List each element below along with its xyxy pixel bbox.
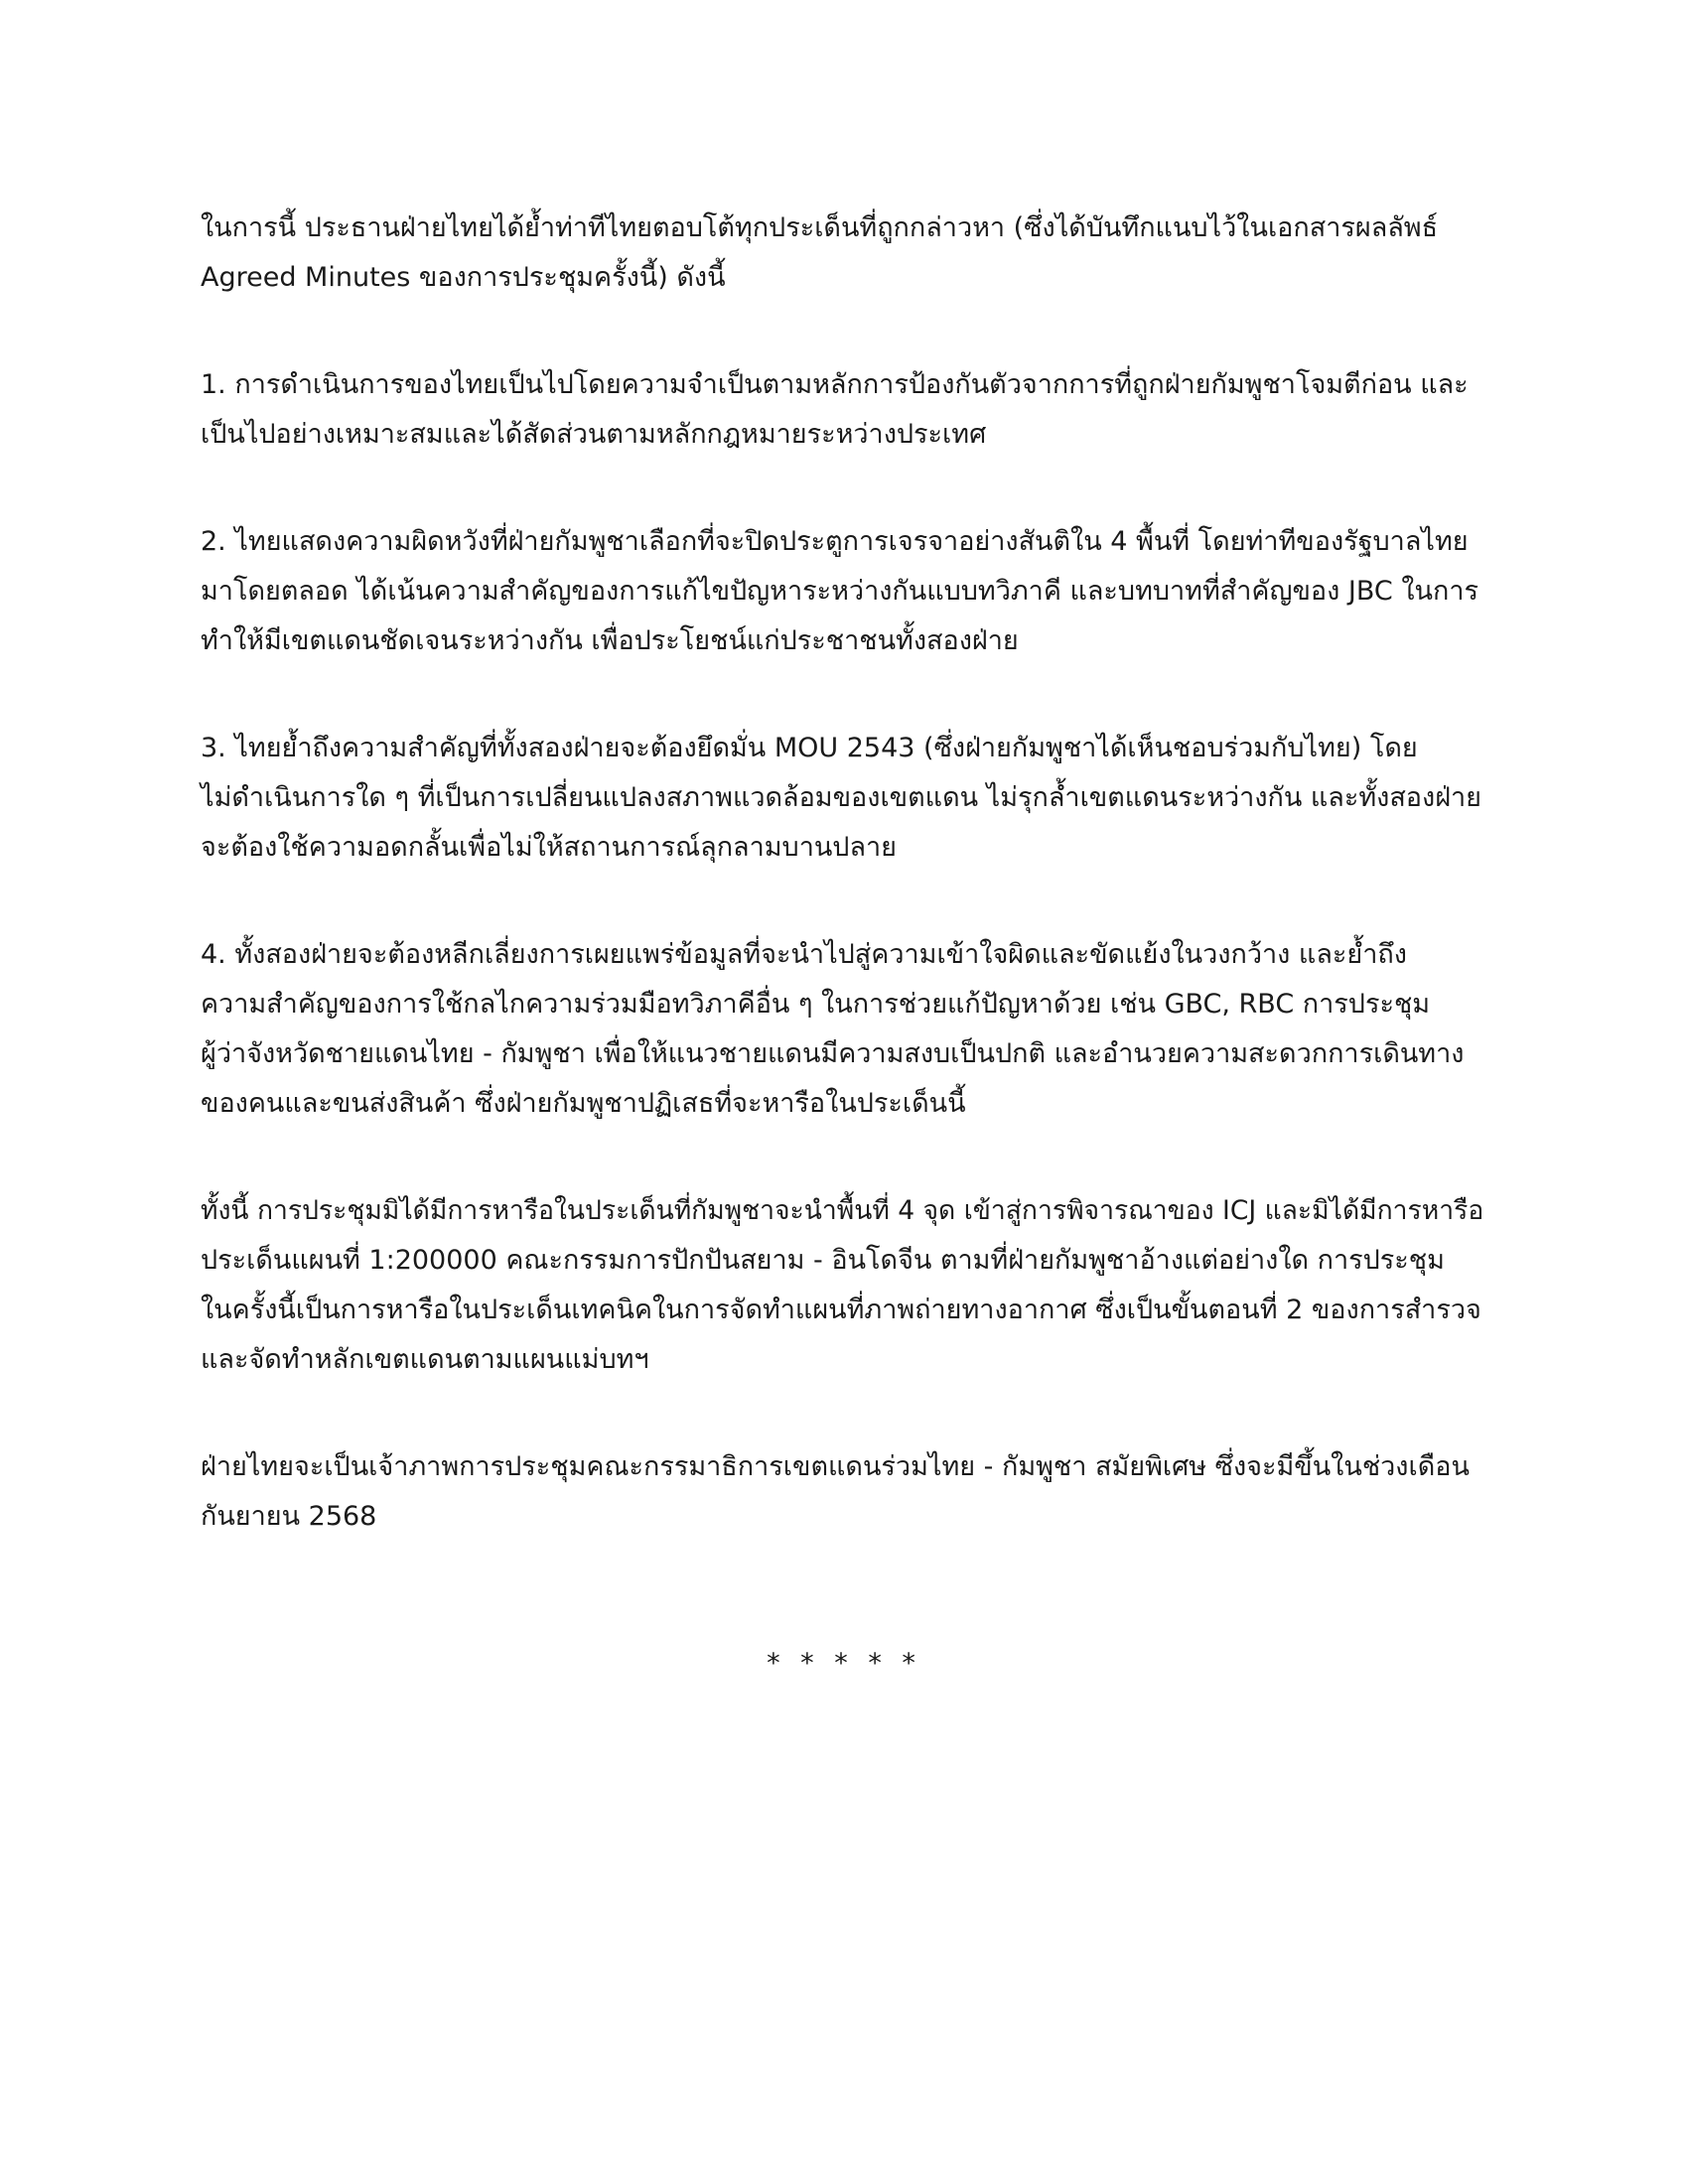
text-line: กันยายน 2568: [201, 1501, 377, 1532]
text-line: 2. ไทยแสดงความผิดหวังที่ฝ่ายกัมพูชาเลือกที่จะปิดประตูการเจรจาอย่างสันติใน 4 พื้นที่ โดยท่าทีของรัฐบาลไทย: [201, 526, 1469, 557]
text-line: ฝ่ายไทยจะเป็นเจ้าภาพการประชุมคณะกรรมาธิการเขตแดนร่วมไทย - กัมพูชา สมัยพิเศษ ซึ่งจะมีขึ้นในช่วงเดือน: [201, 1451, 1470, 1482]
text-line: จะต้องใช้ความอดกลั้นเพื่อไม่ให้สถานการณ์ลุกลามบานปลาย: [201, 832, 897, 863]
paragraph-intro: [201, 204, 1487, 303]
text-line: และจัดทำหลักเขตแดนตามแผนแม่บทฯ: [201, 1344, 649, 1375]
text-line: ประเด็นแผนที่ 1:200000 คณะกรรมการปักปันสยาม - อินโดจีน ตามที่ฝ่ายกัมพูชาอ้างแต่อย่างใด การประชุม: [201, 1245, 1445, 1276]
paragraph-point-1: [201, 360, 1487, 460]
text-line: ทั้งนี้ การประชุมมิได้มีการหารือในประเด็นที่กัมพูชาจะนำพื้นที่ 4 จุด เข้าสู่การพิจารณาของ ICJ และมิได้มีการหารือ: [201, 1195, 1484, 1226]
text-line: เป็นไปอย่างเหมาะสมและได้สัดส่วนตามหลักกฎหมายระหว่างประเทศ: [201, 419, 987, 450]
text-line: ในครั้งนี้เป็นการหารือในประเด็นเทคนิคในการจัดทำแผนที่ภาพถ่ายทางอากาศ ซึ่งเป็นขั้นตอนที่ 2 ของการสำรวจ: [201, 1295, 1481, 1325]
text-line: ไม่ดำเนินการใด ๆ ที่เป็นการเปลี่ยนแปลงสภาพแวดล้อมของเขตแดน ไม่รุกล้ำเขตแดนระหว่างกัน และทั้งสองฝ่าย: [201, 782, 1482, 813]
paragraph-icj-note: [201, 1186, 1487, 1385]
text-line: ในการนี้ ประธานฝ่ายไทยได้ย้ำท่าทีไทยตอบโต้ทุกประเด็นที่ถูกกล่าวหา (ซึ่งได้บันทึกแนบไว้ในเอกสารผลลัพธ์: [201, 212, 1439, 243]
text-line: มาโดยตลอด ได้เน้นความสำคัญของการแก้ไขปัญหาระหว่างกันแบบทวิภาคี และบทบาทที่สำคัญของ JBC ในการ: [201, 576, 1479, 607]
paragraph-point-2: [201, 517, 1487, 666]
document-body: [201, 204, 1487, 1599]
text-line: ผู้ว่าจังหวัดชายแดนไทย - กัมพูชา เพื่อให้แนวชายแดนมีความสงบเป็นปกติ และอำนวยความสะดวกการเดินทาง: [201, 1038, 1465, 1069]
text-line: 4. ทั้งสองฝ่ายจะต้องหลีกเลี่ยงการเผยแพร่ข้อมูลที่จะนำไปสู่ความเข้าใจผิดและขัดแย้งในวงกว้าง และย้ำถึง: [201, 939, 1407, 970]
text-line: 1. การดำเนินการของไทยเป็นไปโดยความจำเป็นตามหลักการป้องกันตัวจากการที่ถูกฝ่ายกัมพูชาโจมตีก่อน และ: [201, 369, 1469, 400]
paragraph-point-4: [201, 930, 1487, 1129]
text-line: ทำให้มีเขตแดนชัดเจนระหว่างกัน เพื่อประโยชน์แก่ประชาชนทั้งสองฝ่าย: [201, 625, 1019, 656]
closing-asterisks: * * * * *: [767, 1648, 921, 1679]
text-line: ความสำคัญของการใช้กลไกความร่วมมือทวิภาคีอื่น ๆ ในการช่วยแก้ปัญหาด้วย เช่น GBC, RBC การประชุม: [201, 989, 1431, 1020]
paragraph-host-note: [201, 1442, 1487, 1542]
paragraph-point-3: [201, 724, 1487, 873]
text-line: 3. ไทยย้ำถึงความสำคัญที่ทั้งสองฝ่ายจะต้องยึดมั่น MOU 2543 (ซึ่งฝ่ายกัมพูชาได้เห็นชอบร่วมกับไทย) โดย: [201, 733, 1418, 763]
text-line: ของคนและขนส่งสินค้า ซึ่งฝ่ายกัมพูชาปฏิเสธที่จะหารือในประเด็นนี้: [201, 1088, 966, 1119]
text-line: Agreed Minutes ของการประชุมครั้งนี้) ดังนี้: [201, 262, 726, 293]
